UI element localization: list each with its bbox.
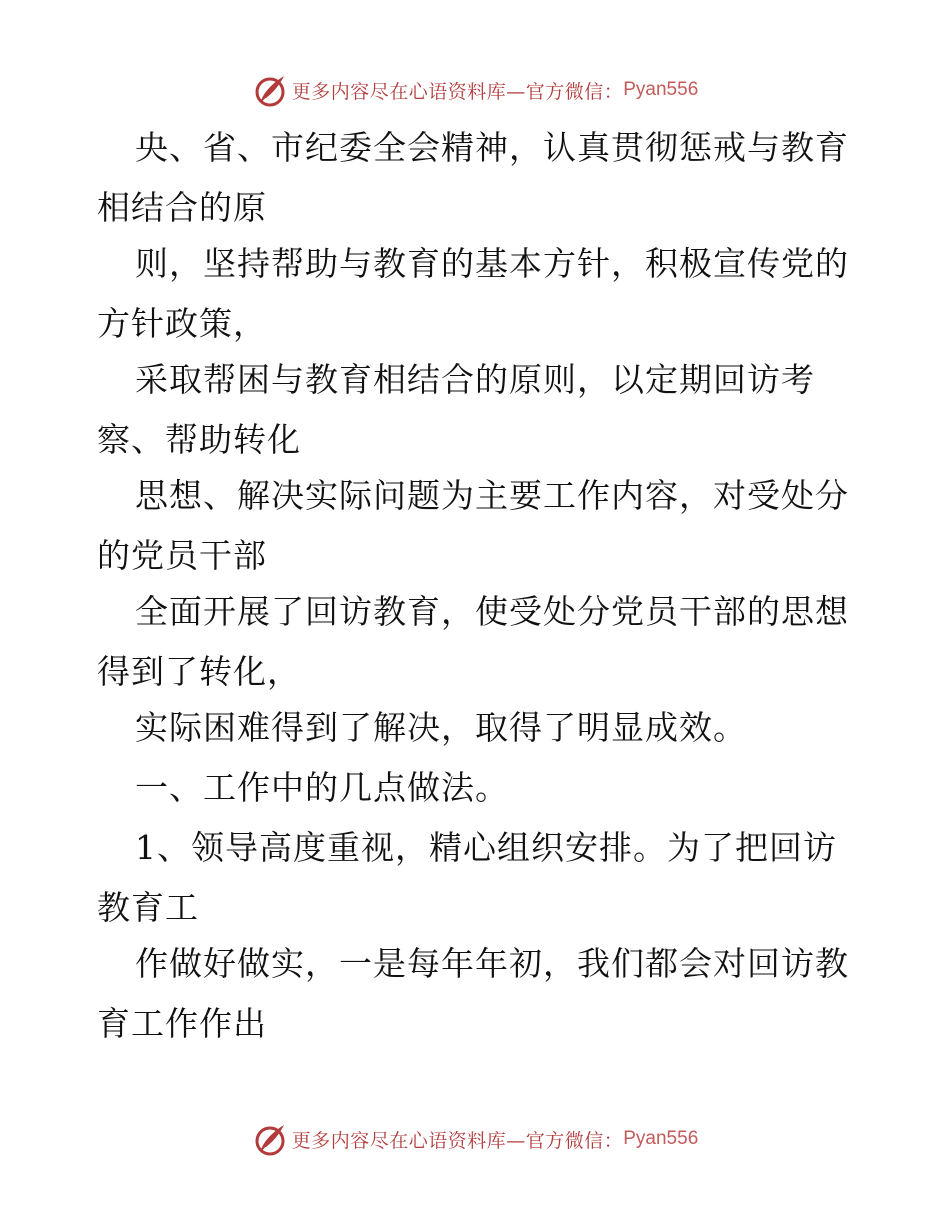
paragraph-line: 教育工: [97, 888, 199, 927]
footer-watermark: [0, 1119, 950, 1159]
watermark-text: 更多内容尽在心语资料库—官方微信：: [291, 80, 624, 103]
document-body: [97, 122, 857, 1054]
paragraph-line: 得到了转化，: [97, 652, 301, 691]
paragraph-line: 全面开展了回访教育，使受处分党员干部的思想: [135, 592, 849, 631]
paragraph-line: 思想、解决实际问题为主要工作内容，对受处分: [135, 476, 849, 515]
paragraph-line: 央、省、市纪委全会精神，认真贯彻惩戒与教育: [135, 128, 849, 167]
paragraph-line: 作做好做实，一是每年年初，我们都会对回访教: [135, 944, 849, 983]
paragraph-line: 1、领导高度重视，精心组织安排。为了把回访: [135, 828, 837, 867]
paragraph-line: 察、帮助转化: [97, 420, 301, 459]
paragraph-line: 则，坚持帮助与教育的基本方针，积极宣传党的: [135, 244, 849, 283]
paragraph-line: 育工作作出: [97, 1004, 267, 1043]
watermark-text: 更多内容尽在心语资料库—官方微信：: [291, 1129, 624, 1152]
watermark-handle: Pyan556: [623, 1128, 699, 1149]
section-heading: 一、工作中的几点做法。: [135, 768, 509, 807]
paragraph-line: 的党员干部: [97, 536, 267, 575]
paragraph-line: 采取帮困与教育相结合的原则，以定期回访考: [135, 360, 815, 399]
paragraph-line: 实际困难得到了解决，取得了明显成效。: [135, 708, 747, 747]
header-watermark: [0, 70, 950, 110]
watermark-handle: Pyan556: [623, 79, 699, 100]
paragraph-line: 相结合的原: [97, 188, 267, 227]
paragraph-line: 方针政策，: [97, 304, 267, 343]
feather-pen-logo-icon: [252, 1121, 288, 1157]
feather-pen-logo-icon: [252, 72, 288, 108]
